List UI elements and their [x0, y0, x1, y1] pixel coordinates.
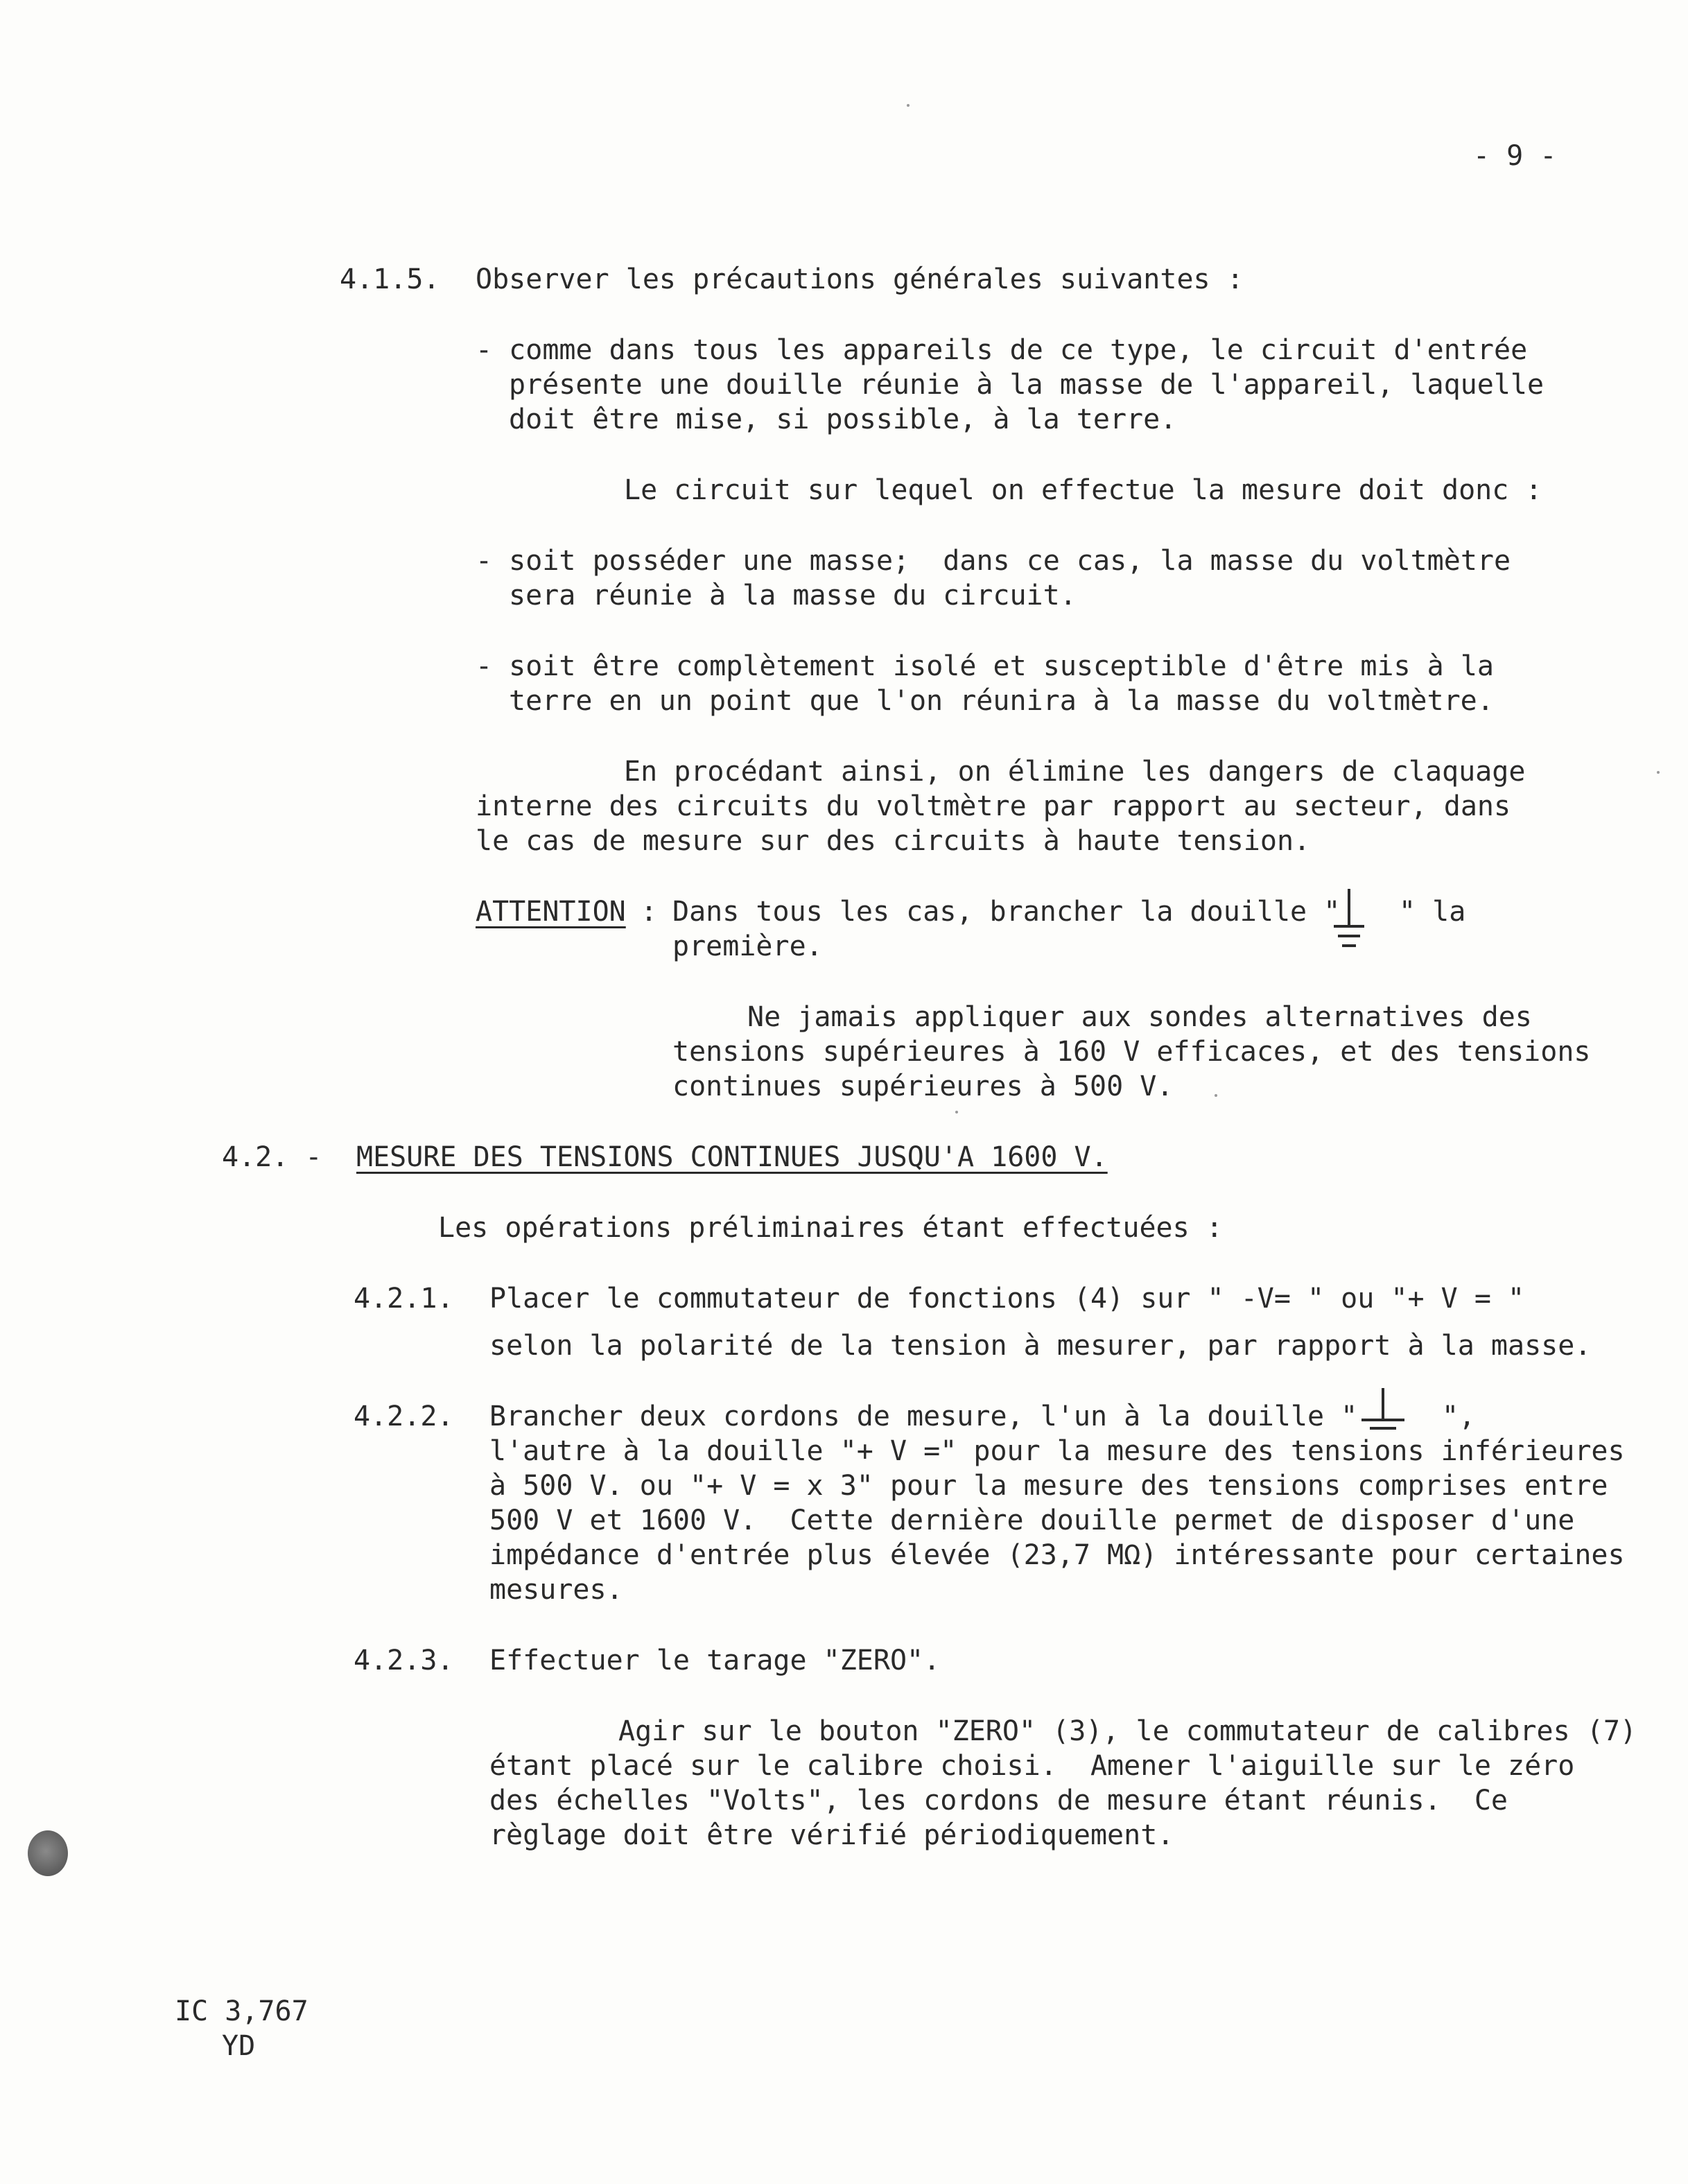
- subsection-title: Effectuer le tarage "ZERO".: [489, 1645, 941, 1676]
- attention-label: ATTENTION: [476, 896, 626, 928]
- paragraph-line: l'autre à la douille "+ V =" pour la mesure des tensions inférieures: [489, 1435, 1625, 1467]
- paragraph-line: Ne jamais appliquer aux sondes alternatives des: [747, 1001, 1532, 1033]
- typist-initials: YD: [222, 2030, 256, 2062]
- paper-speck: [1657, 771, 1660, 774]
- paragraph-line: Agir sur le bouton "ZERO" (3), le commutateur de calibres (7): [618, 1715, 1637, 1747]
- paragraph-line: règlage doit être vérifié périodiquement.: [489, 1819, 1174, 1851]
- paragraph-line: mesures.: [489, 1574, 623, 1606]
- paragraph-line: des échelles "Volts", les cordons de mesure étant réunis. Ce: [489, 1785, 1508, 1817]
- subsection-number: 4.2.2.: [354, 1401, 454, 1432]
- bullet-line: - soit être complètement isolé et susceptible d'être mis à la: [476, 650, 1495, 682]
- document-reference: IC 3,767: [175, 1995, 308, 2027]
- attention-line: Dans tous les cas, brancher la douille ": [672, 896, 1341, 928]
- paragraph-line: Les opérations préliminaires étant effectuées :: [438, 1212, 1223, 1244]
- attention-line: première.: [672, 930, 823, 962]
- ground-symbol-icon: [1359, 1385, 1407, 1434]
- paragraph-line: à 500 V. ou "+ V = x 3" pour la mesure des tensions comprises entre: [489, 1470, 1608, 1502]
- page-number: - 9 -: [1473, 140, 1557, 172]
- bullet-line: doit être mise, si possible, à la terre.: [509, 404, 1177, 435]
- bullet-line: - comme dans tous les appareils de ce type, le circuit d'entrée: [476, 334, 1528, 366]
- paragraph-line: 500 V et 1600 V. Cette dernière douille permet de disposer d'une: [489, 1505, 1575, 1536]
- paragraph-line: impédance d'entrée plus élevée (23,7 MΩ) intéressante pour certaines: [489, 1539, 1625, 1571]
- paragraph-line: interne des circuits du voltmètre par rapport au secteur, dans: [476, 790, 1511, 822]
- bullet-line: présente une douille réunie à la masse de l'appareil, laquelle: [509, 369, 1545, 401]
- paragraph-line: continues supérieures à 500 V.: [672, 1071, 1174, 1102]
- ground-symbol-icon: [1331, 886, 1367, 962]
- paragraph-line: selon la polarité de la tension à mesurer, par rapport à la masse.: [489, 1330, 1592, 1362]
- paragraph-line: Placer le commutateur de fonctions (4) sur " -V= " ou "+ V = ": [489, 1283, 1525, 1315]
- paper-speck: [907, 104, 910, 107]
- paragraph-line: étant placé sur le calibre choisi. Amener l'aiguille sur le zéro: [489, 1750, 1575, 1782]
- section-title: Observer les précautions générales suivantes :: [476, 263, 1244, 295]
- bullet-line: - soit posséder une masse; dans ce cas, la masse du voltmètre: [476, 545, 1511, 577]
- section-number: 4.2. -: [222, 1141, 322, 1173]
- paragraph-line: tensions supérieures à 160 V efficaces, et des tensions: [672, 1036, 1591, 1068]
- paragraph-line: Le circuit sur lequel on effectue la mesure doit donc :: [624, 474, 1542, 506]
- subsection-number: 4.2.3.: [354, 1645, 454, 1676]
- paper-speck: [955, 1111, 958, 1113]
- paragraph-line: Brancher deux cordons de mesure, l'un à la douille ": [489, 1401, 1358, 1432]
- paragraph-line: le cas de mesure sur des circuits à haute tension.: [476, 825, 1311, 857]
- punch-hole: [28, 1830, 68, 1876]
- section-number: 4.1.5.: [340, 263, 440, 295]
- attention-colon: :: [641, 896, 658, 928]
- bullet-line: terre en un point que l'on réunira à la masse du voltmètre.: [509, 685, 1494, 717]
- section-title: MESURE DES TENSIONS CONTINUES JUSQU'A 1600 V.: [356, 1141, 1108, 1173]
- attention-line-end: " la: [1399, 896, 1466, 928]
- bullet-line: sera réunie à la masse du circuit.: [509, 580, 1077, 612]
- paper-speck: [1215, 1094, 1217, 1097]
- subsection-number: 4.2.1.: [354, 1283, 454, 1315]
- paragraph-line-end: ",: [1442, 1401, 1476, 1432]
- paragraph-line: En procédant ainsi, on élimine les dangers de claquage: [624, 756, 1526, 788]
